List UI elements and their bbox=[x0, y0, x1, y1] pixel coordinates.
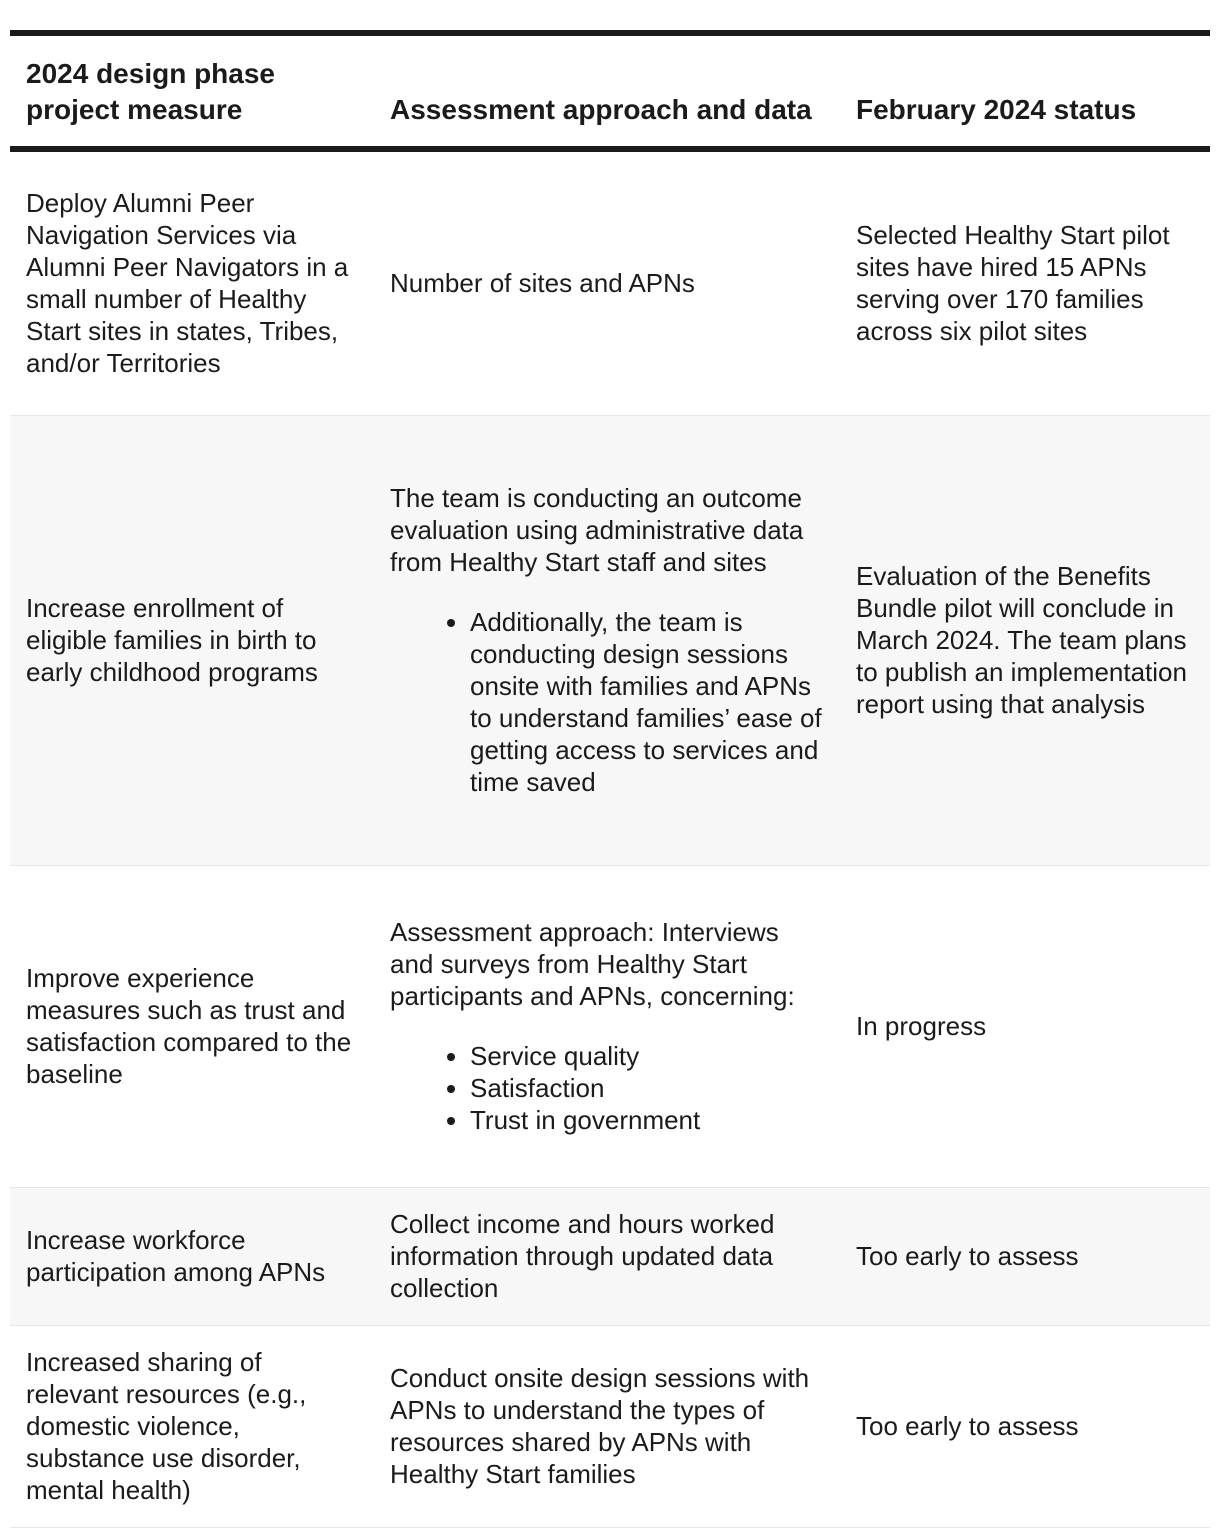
approach-cell: Number of sites and APNs bbox=[374, 149, 840, 415]
approach-text: Assessment approach: Interviews and surveys from Healthy Start participants and APNs, concerning: bbox=[390, 917, 795, 1011]
table-body bbox=[10, 149, 1210, 1527]
measure-cell: Deploy Alumni Peer Navigation Services via Alumni Peer Navigators in a small number of Healthy Start sites in states, Tribes, and/or Territories bbox=[10, 149, 374, 415]
table-row bbox=[10, 865, 1210, 1187]
measure-cell: Increase workforce participation among APNs bbox=[10, 1187, 374, 1325]
approach-bullet: • Trust in government bbox=[470, 1104, 824, 1136]
approach-bullet: • Additionally, the team is conducting design sessions onsite with families and APNs to understand families’ ease of getting access to services and time saved bbox=[470, 606, 824, 798]
table-row bbox=[10, 1187, 1210, 1325]
status-table-container bbox=[10, 30, 1210, 1528]
header-row bbox=[10, 33, 1210, 149]
column-header-measure: 2024 design phase project measure bbox=[10, 33, 374, 149]
status-cell: Evaluation of the Benefits Bundle pilot will conclude in March 2024. The team plans to publish an implementation report using that analysis bbox=[840, 415, 1210, 865]
measure-cell: Increase enrollment of eligible families in birth to early childhood programs bbox=[10, 415, 374, 865]
status-cell: Selected Healthy Start pilot sites have hired 15 APNs serving over 170 families across six pilot sites bbox=[840, 149, 1210, 415]
table-row bbox=[10, 149, 1210, 415]
table-header bbox=[10, 33, 1210, 149]
column-header-status: February 2024 status bbox=[840, 33, 1210, 149]
approach-bullet: • Service quality bbox=[470, 1040, 824, 1072]
approach-bullet-list bbox=[390, 1040, 824, 1136]
project-measures-table bbox=[10, 30, 1210, 1528]
approach-cell bbox=[374, 415, 840, 865]
approach-bullet: • Satisfaction bbox=[470, 1072, 824, 1104]
table-row bbox=[10, 415, 1210, 865]
status-cell: In progress bbox=[840, 865, 1210, 1187]
measure-cell: Improve experience measures such as trust and satisfaction compared to the baseline bbox=[10, 865, 374, 1187]
approach-cell: Conduct onsite design sessions with APNs to understand the types of resources shared by APNs with Healthy Start families bbox=[374, 1325, 840, 1527]
approach-text: The team is conducting an outcome evaluation using administrative data from Healthy Start staff and sites bbox=[390, 483, 804, 577]
approach-bullet-list bbox=[390, 606, 824, 798]
table-row bbox=[10, 1325, 1210, 1527]
status-cell: Too early to assess bbox=[840, 1187, 1210, 1325]
approach-cell bbox=[374, 865, 840, 1187]
status-cell: Too early to assess bbox=[840, 1325, 1210, 1527]
measure-cell: Increased sharing of relevant resources (e.g., domestic violence, substance use disorder, mental health) bbox=[10, 1325, 374, 1527]
column-header-approach: Assessment approach and data bbox=[374, 33, 840, 149]
approach-cell: Collect income and hours worked information through updated data collection bbox=[374, 1187, 840, 1325]
